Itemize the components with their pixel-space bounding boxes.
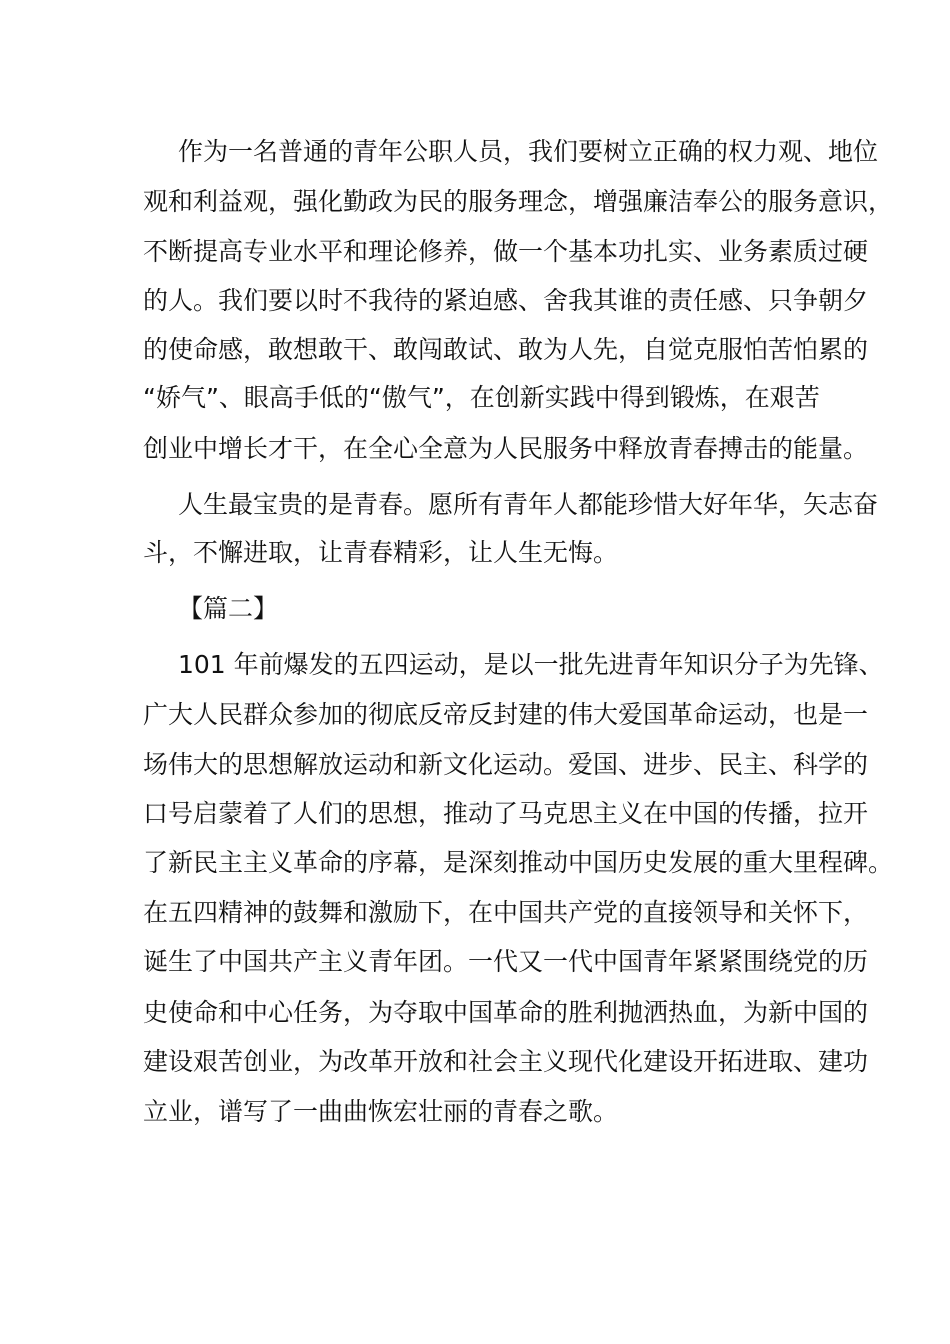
paragraph-1-line-2: 观和利益观，强化勤政为民的服务理念，增强廉洁奉公的服务意识， [143, 187, 894, 216]
paragraph-1-line-6: “娇气”、眼高手低的“傲气”，在创新实践中得到锻炼，在艰苦 [143, 383, 820, 412]
paragraph-1-line-3: 不断提高专业水平和理论修养，做一个基本功扎实、业务素质过硬 [143, 237, 869, 266]
paragraph-3-line-8: 史使命和中心任务，为夺取中国革命的胜利抛洒热血，为新中国的 [143, 998, 869, 1027]
paragraph-3-line-2: 广大人民群众参加的彻底反帝反封建的伟大爱国革命运动，也是一 [143, 700, 869, 729]
paragraph-3-line-5: 了新民主主义革命的序幕，是深刻推动中国历史发展的重大里程碑。 [143, 848, 894, 877]
paragraph-1-line-4: 的人。我们要以时不我待的紧迫感、舍我其谁的责任感、只争朝夕 [143, 286, 869, 315]
paragraph-3-line-4: 口号启蒙着了人们的思想，推动了马克思主义在中国的传播，拉开 [143, 799, 869, 828]
paragraph-3-line-1: 101 年前爆发的五四运动，是以一批先进青年知识分子为先锋、 [178, 650, 884, 679]
paragraph-2-line-1: 人生最宝贵的是青春。愿所有青年人都能珍惜大好年华，矢志奋 [178, 490, 879, 519]
paragraph-3-line-3: 场伟大的思想解放运动和新文化运动。爱国、进步、民主、科学的 [143, 750, 869, 779]
paragraph-3-line-7: 诞生了中国共产主义青年团。一代又一代中国青年紧紧围绕党的历 [143, 947, 869, 976]
paragraph-3-line-10: 立业，谱写了一曲曲恢宏壮丽的青春之歌。 [143, 1097, 619, 1126]
paragraph-1-line-1: 作为一名普通的青年公职人员，我们要树立正确的权力观、地位 [178, 137, 879, 166]
paragraph-1-line-7: 创业中增长才干，在全心全意为人民服务中释放青春搏击的能量。 [143, 434, 869, 463]
paragraph-2-line-2: 斗，不懈进取，让青春精彩，让人生无悔。 [143, 538, 619, 567]
paragraph-3-line-6: 在五四精神的鼓舞和激励下，在中国共产党的直接领导和关怀下， [143, 898, 869, 927]
section-heading: 【篇二】 [178, 594, 279, 623]
paragraph-3-line-9: 建设艰苦创业，为改革开放和社会主义现代化建设开拓进取、建功 [143, 1047, 869, 1076]
paragraph-1-line-5: 的使命感，敢想敢干、敢闯敢试、敢为人先，自觉克服怕苦怕累的 [143, 335, 869, 364]
